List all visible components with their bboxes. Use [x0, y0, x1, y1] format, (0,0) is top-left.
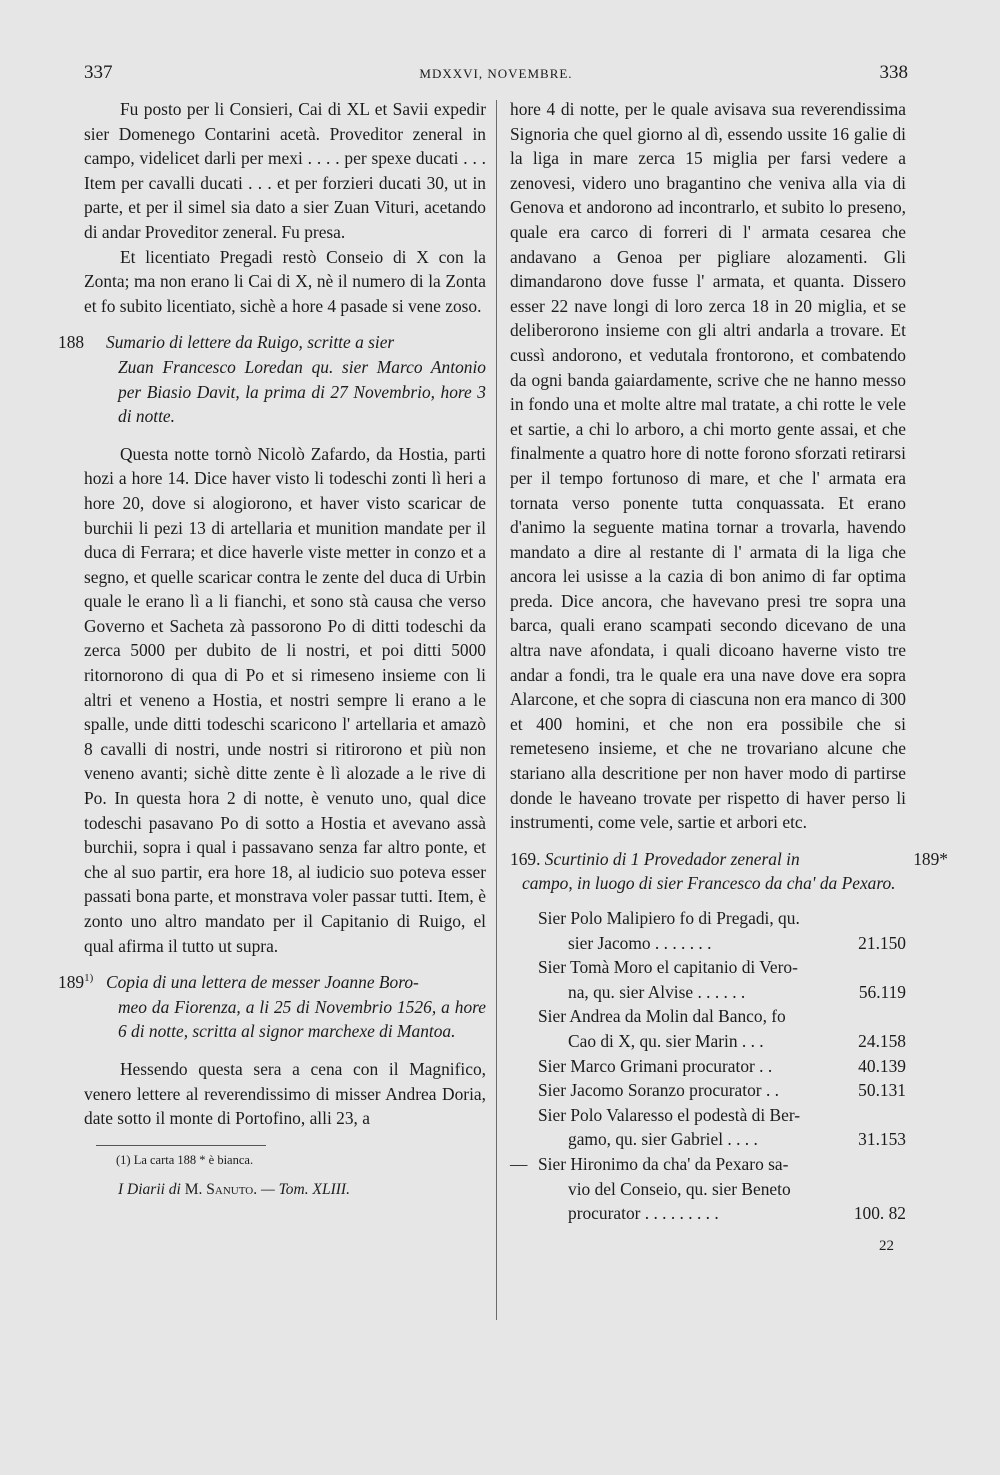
- paragraph: Fu posto per li Consieri, Cai di XL et Savii expedir sier Domenego Contarini acetà. Proveditor zeneral in campo, videlicet darli per mexi . . . . per spexe ducati . . . Item per cavalli ducati . . . et per forzieri ducati 30, ut in parte, et per il simel sia dato a sier Zuan Vituri, acetando di andar Proveditor zeneral. Fu presa.: [84, 99, 486, 242]
- paragraph: Questa notte tornò Nicolò Zafardo, da Hostia, parti hozi a hore 14. Dice haver visto li todeschi zonti lì heri a hore 20, dove si alogiorono, et haver visto scaricar de burchii li pezi 13 di artellaria et munition mandate per il duca di Ferrara; et dice haverle viste metter in conzo et a segno, et quelle scaricar contra le zente del duca di Urbin quale le erano lì a li fianchi, et sono stà causa che verso Governo et Sacheta zà passorono Po di ditti todeschi da zerca 5000 per dubito de li nostri, et poi ditti 5000 ritornorono di qua di Po et si rimeseno insieme con li altri et veneno a Hostia, et nostri sempre li erano a le spalle, unde ditti todeschi scaricono l' artellaria et amazò 8 cavalli di nostri, unde nostri si ritirorono et più non veneno avanti; sichè ditte zente è lì alozade a le rive di Po. In questa hora 2 di notte, è venuto uno, qual dice todeschi pasavano Po di sotto a Hostia et avevano assà burchii, sopra i qual i passavano senza far altro ponte, et che al suo partir, era hore 18, al iudicio suo poteva esser passati bona parte, et monstrava voler passar tutti. Item, è zonto uno altro mandato per il Capitanio di Ruigo, el qual afirma il tutto ut supra.: [84, 443, 486, 956]
- page-header: [84, 62, 908, 86]
- footnote-rule: [96, 1145, 266, 1146]
- ballot-votes: 31.153: [858, 1129, 906, 1150]
- left-column: [58, 97, 486, 1202]
- ballot-votes: 40.139: [858, 1055, 906, 1076]
- section-number: 188: [58, 332, 85, 353]
- ballot-line: Sier Marco Grimani procurator . .: [538, 1055, 773, 1076]
- ballot-entry: [510, 1078, 906, 1103]
- ballot-line: Sier Polo Malipiero fo di Pregadi, qu.: [538, 908, 800, 928]
- section-heading-169: [510, 847, 948, 896]
- ballot-votes: 24.158: [858, 1030, 906, 1051]
- heading-line: Zuan Francesco Loredan qu. sier Marco Antonio per Biasio Davit, la prima di 27 Novembrio, hore 3 di notte.: [118, 356, 486, 427]
- paragraph: Et licentiato Pregadi restò Conseio di X con la Zonta; ma non erano li Cai di X, nè il numero di la Zonta et fo subito licentiato, sichè a hore 4 pasade si vene zoso.: [84, 246, 486, 316]
- ballot-line: procurator . . . . . . . . .: [568, 1203, 719, 1224]
- ballot-entry: [510, 1152, 906, 1226]
- ballot-line: Sier Tomà Moro el capitanio di Vero-: [538, 957, 798, 978]
- heading-line: 169. Scurtinio di 1 Provedador zeneral in: [510, 848, 800, 869]
- ballot-line: gamo, qu. sier Gabriel . . . .: [568, 1129, 758, 1150]
- ballot-line: sier Jacomo . . . . . . .: [568, 932, 712, 953]
- sheet-mark: 22: [879, 1237, 894, 1254]
- column-divider: [496, 100, 497, 1320]
- ballot-line: vio del Conseio, qu. sier Beneto: [568, 1178, 791, 1199]
- page-number-left: 337: [84, 62, 113, 83]
- page-number-right: 338: [879, 62, 908, 83]
- ballot-line: na, qu. sier Alvise . . . . . .: [568, 981, 746, 1002]
- ballot-line: Cao di X, qu. sier Marin . . .: [568, 1030, 764, 1051]
- footnote-marker: 1): [84, 972, 94, 985]
- footnote: (1) La carta 188 * è bianca.: [116, 1152, 254, 1167]
- ballot-entry: [510, 1103, 906, 1152]
- ballot-entry: [510, 1004, 906, 1053]
- elected-dash: —: [510, 1153, 528, 1174]
- ballot-votes: 21.150: [858, 932, 906, 953]
- paragraph: Hessendo questa sera a cena con il Magnifico, venero lettere al reverendissimo di misser Andrea Doria, date sotto il monte di Portofino, alli 23, a: [84, 1058, 486, 1129]
- section-number: 189$^{1)}$: [58, 972, 94, 993]
- ballot-votes: 50.131: [858, 1080, 906, 1101]
- right-column: [510, 97, 948, 1258]
- ballot-line: Sier Andrea da Molin dal Banco, fo: [538, 1006, 786, 1027]
- ballot-entry: [510, 1054, 906, 1079]
- ballot-list: [510, 906, 906, 1226]
- ballot-entry: [510, 955, 906, 1004]
- side-reference: 189*: [913, 848, 948, 869]
- paragraph: hore 4 di notte, per le quale avisava sua reverendissima Signoria che quel giorno al dì, essendo ussite 16 galie di la liga in mare zerca 15 miglia per farsi vedere a zenovesi, videro uno bragantino che veniva alla via di Genova et andorono ad incontrarlo, et subito lo preseno, quale era carco di forreri di l' armata cesarea che andavano a Genoa per pigliare alozamenti. Gli dimandarono dove fusse l' armata, et quanta. Dissero esser 22 nave longi di loro zerca 18 in 20 miglia, et se deliberorono insieme con gli altri andarla a trovare. Et cussì andorono, et vedutala frontorono, et combatendo da ogni banda gaiardamente, scrive che ne hanno messo in fondo una et molte altre mal tratate, a chi rotte le vele et sartie, a chi lo arboro, a chi morto gente assai, et che finalmente a quatro hore di notte forono sforzati retirarsi per il tempo fortunoso di mare, et che l' armata era tornata verso ponente tutta conquassata. Et erano d'animo la seguente matina tornar a trovarla, havendo mandato a dire al restante di l' armata di la liga che ancora lei usisse a la cazia di bon animo di far optima preda. Dice ancora, che havevano presi tre sopra una barca, quali erano scampati secondo dicevano de una altra nave afondata, i quali dicoano haverne visto tre andar a fondi, tra le quale era una nave dove era sopra Alarcone, et che sopra di ciascuna non era manco di 300 et 400 homini, et che non era possibile che si remeteseno insieme, et che ne trovariano alcune che stariano alla descritione per non haver modo di partirse donde le haveano trovate per rispetto di haver perso li instrumenti, come vele, sartie et arbori etc.: [510, 99, 906, 833]
- ballot-votes: 56.119: [858, 981, 906, 1002]
- section-heading-188: [58, 330, 486, 428]
- ballot-entry: [510, 906, 906, 955]
- heading-line: Sumario di lettere da Ruigo, scritte a sier: [106, 332, 395, 353]
- book-title: I Diarii di M. Sanuto. — Tom. XLIII.: [118, 1180, 350, 1198]
- heading-line: campo, in luogo di sier Francesco da cha' da Pexaro.: [522, 873, 896, 894]
- section-heading-189: [58, 970, 486, 1044]
- ballot-line: Sier Hironimo da cha' da Pexaro sa-: [538, 1153, 789, 1174]
- heading-line: meo da Fiorenza, a li 25 di Novembrio 1526, a hore 6 di notte, scritta al signor marchexe di Mantoa.: [118, 996, 486, 1042]
- ballot-line: Sier Jacomo Soranzo procurator . .: [538, 1080, 779, 1101]
- heading-line: Copia di una lettera de messer Joanne Boro-: [106, 972, 419, 993]
- ballot-votes: 100. 82: [853, 1203, 906, 1224]
- ballot-line: Sier Polo Valaresso el podestà di Ber-: [538, 1104, 801, 1125]
- running-head: MDXXVI, NOVEMBRE.: [419, 66, 573, 81]
